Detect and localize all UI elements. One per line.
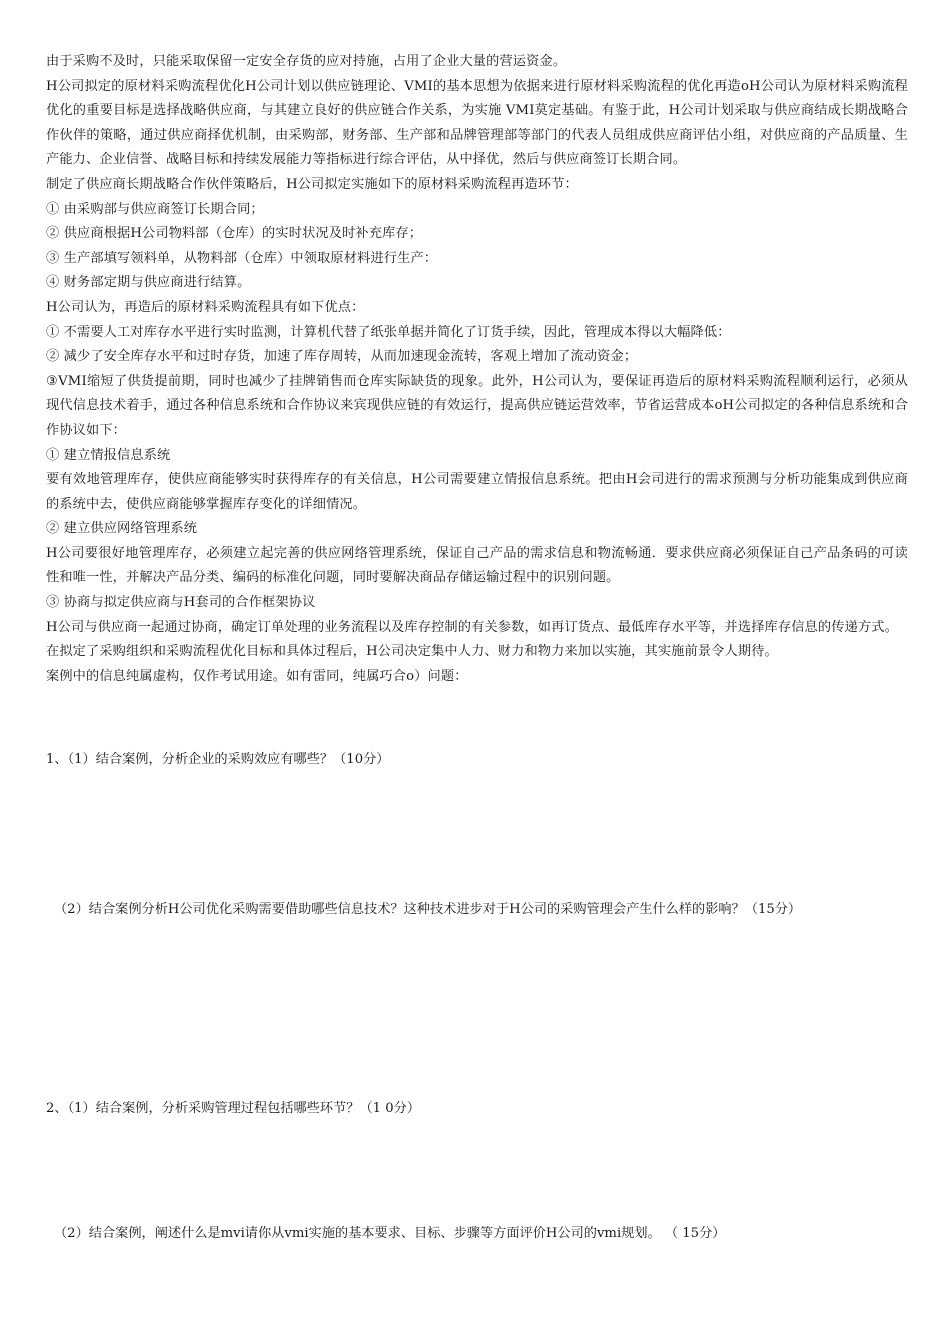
paragraph-disclaimer: 案例中的信息纯属虚构，仅作考试用途。如有雷同，纯属巧合o）问题： [46, 668, 468, 684]
heading-framework-agreement: ③ 协商与拟定供应商与H套司的合作框架协议 [46, 595, 316, 611]
list-item-advantage-3: ③VMI缩短了供货提前期，同时也减少了挂牌销售而仓库实际缺货的现象。此外，H公司认为，要保证再造后的原材料采购流程顺利运行，必须从现代信息技术着手，通过各种信息系统和合作协议来宾现供应链的有效运行，提高供应链运营效率，节省运营成本oH公司拟定的各种信息系统和合作协议如下： [46, 373, 908, 438]
paragraph-optimization-plan: H公司拟定的原材料采购流程优化H公司计划以供应链理论、VMI的基本思想为依据来进行原材料采购流程的优化再造oH公司认为原材料采购流程优化的重要目标是选择战略供应商，与其建立良好的供应链合作关系，为实施 VMI莫定基础。有鉴于此，H公司计划采取与供应商结成长期战略合作伙伴的策略，通过供应商择优机制，由采购部，财务部、生产部和品牌管理部等部门的代表人员组成供应商评估小组，对供应商的产品质量、生产能力、企业信誉、战略目标和持续发展能力等指标进行综合评估，从中择优，然后与供应商签订长期合同。 [46, 78, 908, 168]
paragraph-framework-agreement: H公司与供应商一起通过协商，确定订单处理的业务流程以及库存控制的有关参数，如再订货点、最低库存水平等，并选择库存信息的传递方式。 [46, 619, 898, 635]
list-item-advantage-2: ② 减少了安全库存水平和过时存货，加速了库存周转，从而加速现金流转，客观上增加了流动资金； [46, 349, 638, 365]
paragraph-intelligence-system: 要有效地管理库存，使供应商能够实时获得库存的有关信息，H公司需要建立情报信息系统。把由H会司进行的需求预测与分析功能集成到供应商的系统中去，使供应商能够掌握库存变化的详细情况。 [46, 472, 908, 512]
question-2-2: （2）结合案例，阐述什么是mvi请你从vmi实施的基本要求、目标、步骤等方面评价H公司的vmi规划。 （ 15分） [54, 1226, 726, 1241]
question-2-1: 2、（1）结合案例，分析采购管理过程包括哪些环节？（1 0分） [46, 1101, 421, 1116]
list-item-step-4: ④ 财务部定期与供应商进行结算。 [46, 275, 251, 291]
paragraph-safety-stock: 由于采购不及时，只能采取保留一定安全存货的应对持施，占用了企业大量的营运资金。 [46, 54, 567, 69]
heading-supply-network-system: ② 建立供应网络管理系统 [46, 521, 198, 537]
heading-intelligence-system: ① 建立情报信息系统 [46, 447, 171, 463]
list-item-step-1: ① 由采购部与供应商签订长期合同； [46, 201, 264, 217]
list-item-step-2: ② 供应商根据H公司物料部（仓库）的实时状况及时补充库存； [46, 226, 423, 242]
paragraph-reengineering-intro: 制定了供应商长期战略合作伙伴策略后，H公司拟定实施如下的原材料采购流程再造环节： [46, 176, 578, 192]
question-1-2: （2）结合案例分析H公司优化采购需要借助哪些信息技术？这种技术进步对于H公司的采购管理会产生什么样的影响？（15分） [54, 902, 802, 917]
paragraph-implementation: 在拟定了采购组织和采购流程优化目标和具体过程后，H公司决定集中人力、财力和物力来加以实施，其实施前景令人期待。 [46, 644, 778, 660]
question-1-1: 1、（1）结合案例，分析企业的采购效应有哪些？（10分） [46, 752, 390, 767]
list-item-step-3: ③ 生产部填写领料单，从物料部（仓库）中领取原材料进行生产： [46, 250, 438, 266]
list-item-advantage-1: ① 不需要人工对库存水平进行实时监测，计算机代替了纸张单据并简化了订货手续，因此，管理成本得以大幅降低： [46, 324, 731, 340]
case-text [46, 50, 908, 689]
paragraph-supply-network-system: H公司要很好地管理库存，必须建立起完善的供应网络管理系统，保证自己产品的需求信息和物流畅通．要求供应商必须保证自己产品条码的可读性和唯一性，并解决产品分类、编码的标准化问题，同时要解决商品存储运输过程中的识别问题。 [46, 545, 908, 586]
paragraph-advantages-intro: H公司认为，再造后的原材料采购流程具有如下优点： [46, 299, 365, 315]
